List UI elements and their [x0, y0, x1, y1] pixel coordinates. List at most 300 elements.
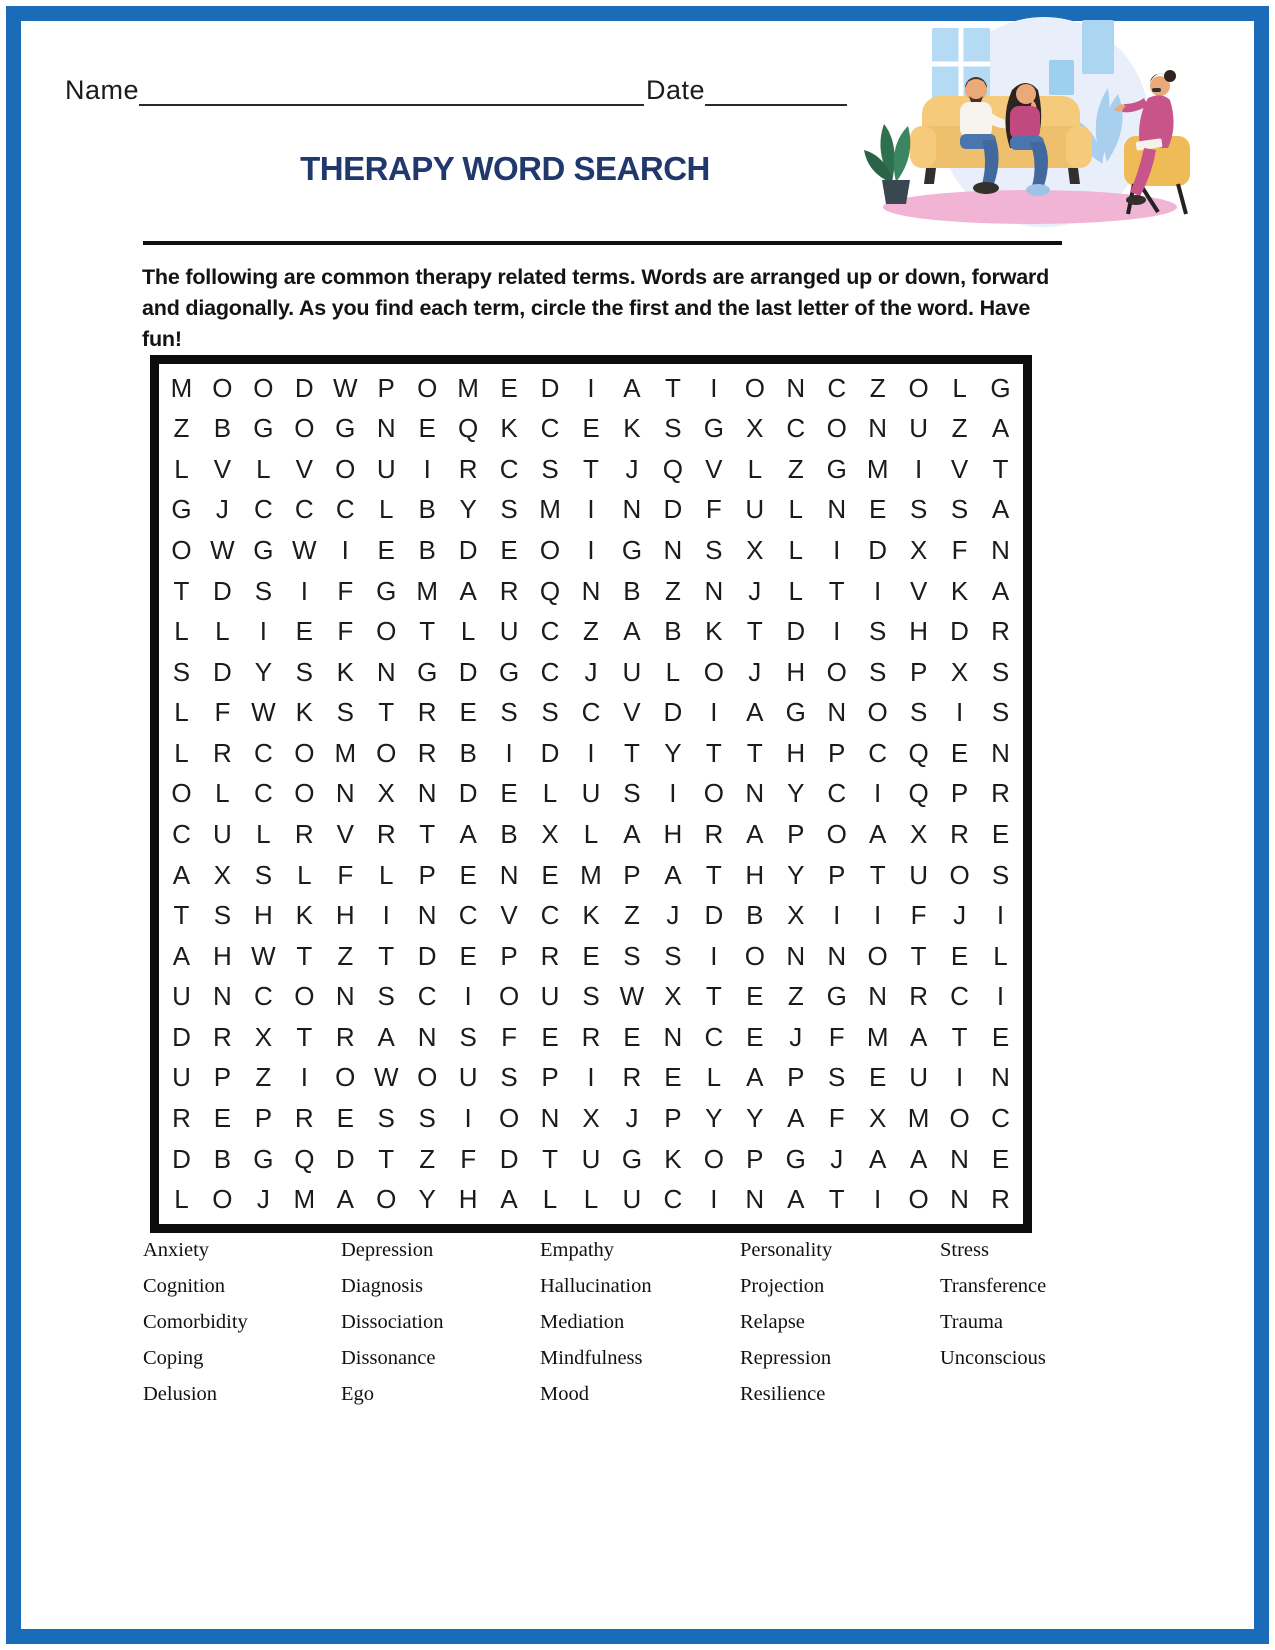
- grid-letter: C: [663, 1184, 683, 1215]
- grid-letter: N: [991, 535, 1010, 566]
- word-list-column: [540, 1232, 740, 1412]
- grid-letter: A: [172, 859, 191, 890]
- grid-letter: W: [251, 940, 276, 971]
- grid-letter: B: [664, 616, 682, 647]
- grid-letter: V: [295, 453, 313, 484]
- grid-letter: N: [745, 778, 765, 809]
- name-date-row: [65, 74, 847, 106]
- grid-letter: H: [253, 900, 273, 931]
- grid-letter: S: [664, 940, 682, 971]
- grid-letter: N: [704, 575, 724, 606]
- word-list-column: [940, 1232, 1150, 1412]
- grid-letter: R: [335, 1021, 355, 1052]
- grid-letter: I: [587, 494, 595, 525]
- grid-letter: C: [868, 737, 888, 768]
- grid-letter: U: [581, 778, 601, 809]
- grid-letter: I: [587, 535, 595, 566]
- grid-letter: C: [991, 1103, 1010, 1134]
- grid-letter: S: [254, 575, 273, 606]
- grid-letter: X: [787, 900, 805, 931]
- grid-letter: K: [500, 413, 518, 444]
- grid-letter: C: [172, 819, 191, 850]
- grid-letter: U: [213, 819, 232, 850]
- grid-letter: I: [710, 697, 718, 728]
- grid-letter: O: [171, 778, 192, 809]
- date-label: Date: [645, 75, 705, 105]
- grid-letter: Y: [787, 859, 805, 890]
- grid-letter: R: [950, 819, 969, 850]
- grid-letter: T: [542, 1143, 558, 1174]
- grid-letter: G: [253, 413, 274, 444]
- grid-letter: I: [464, 981, 472, 1012]
- grid-letter: A: [623, 819, 641, 850]
- grid-letter: X: [909, 535, 928, 566]
- word-list-item: Depression: [341, 1239, 434, 1261]
- grid-letter: L: [174, 453, 189, 484]
- grid-letter: N: [622, 494, 642, 525]
- grid-letter: N: [581, 575, 601, 606]
- word-list-item: Cognition: [143, 1275, 226, 1297]
- grid-letter: S: [418, 1103, 436, 1134]
- grid-letter: L: [174, 616, 189, 647]
- grid-letter: G: [376, 575, 397, 606]
- grid-letter: M: [539, 494, 561, 525]
- grid-letter: J: [625, 1103, 639, 1134]
- grid-letter: A: [500, 1184, 518, 1215]
- grid-letter: S: [909, 697, 928, 728]
- grid-letter: F: [337, 859, 354, 890]
- grid-letter: Z: [869, 372, 886, 403]
- grid-letter: O: [498, 981, 520, 1012]
- grid-letter: O: [253, 372, 274, 403]
- grid-letter: X: [746, 535, 764, 566]
- grid-letter: C: [786, 413, 806, 444]
- grid-letter: Z: [583, 616, 599, 647]
- grid-letter: E: [746, 1021, 764, 1052]
- grid-letter: D: [417, 940, 437, 971]
- grid-letter: R: [991, 778, 1010, 809]
- grid-letter: C: [540, 656, 560, 687]
- grid-letter: W: [619, 981, 645, 1012]
- grid-letter: E: [500, 778, 518, 809]
- word-list-item: Stress: [940, 1239, 989, 1261]
- grid-letter: N: [991, 737, 1010, 768]
- word-list-item: Mindfulness: [540, 1347, 643, 1369]
- grid-letter: H: [786, 737, 806, 768]
- word-list-item: Relapse: [740, 1311, 805, 1333]
- grid-letter: L: [174, 737, 189, 768]
- grid-letter: E: [950, 940, 969, 971]
- grid-letter: P: [909, 656, 928, 687]
- grid-letter: U: [622, 656, 642, 687]
- grid-letter: C: [335, 494, 355, 525]
- grid-letter: O: [335, 453, 356, 484]
- word-list-item: Coping: [143, 1347, 204, 1369]
- grid-letter: H: [909, 616, 928, 647]
- grid-letter: O: [703, 1143, 724, 1174]
- grid-letter: B: [213, 413, 232, 444]
- grid-letter: Z: [951, 413, 968, 444]
- grid-letter: E: [336, 1103, 354, 1134]
- grid-letter: A: [664, 859, 682, 890]
- grid-letter: T: [705, 859, 722, 890]
- grid-letter: A: [991, 494, 1010, 525]
- grid-letter: N: [663, 1021, 683, 1052]
- grid-letter: U: [376, 453, 396, 484]
- grid-letter: I: [710, 1184, 718, 1215]
- grid-letter: A: [868, 819, 887, 850]
- grid-letter: T: [378, 940, 395, 971]
- word-list-item: Dissonance: [341, 1347, 436, 1369]
- grid-letter: O: [498, 1103, 520, 1134]
- grid-letter: M: [170, 372, 193, 403]
- grid-letter: U: [745, 494, 765, 525]
- grid-letter: I: [382, 900, 390, 931]
- grid-letter: S: [172, 656, 191, 687]
- grid-letter: J: [625, 453, 639, 484]
- grid-letter: E: [213, 1103, 232, 1134]
- grid-letter: Y: [418, 1184, 436, 1215]
- grid-letter: P: [787, 1062, 805, 1093]
- grid-letter: S: [991, 697, 1010, 728]
- grid-letter: D: [868, 535, 888, 566]
- grid-letter: P: [377, 372, 395, 403]
- grid-letter: W: [333, 372, 358, 403]
- grid-letter: E: [582, 413, 600, 444]
- grid-letter: J: [830, 1143, 844, 1174]
- grid-letter: E: [991, 1021, 1010, 1052]
- grid-letter: S: [377, 1103, 395, 1134]
- grid-letter: G: [826, 453, 847, 484]
- word-list-item: Dissociation: [341, 1311, 444, 1333]
- grid-letter: E: [459, 697, 477, 728]
- grid-letter: B: [500, 819, 518, 850]
- grid-letter: E: [582, 940, 600, 971]
- grid-letter: K: [582, 900, 600, 931]
- grid-letter: T: [869, 859, 886, 890]
- grid-letter: N: [213, 981, 232, 1012]
- grid-letter: I: [874, 900, 882, 931]
- grid-letter: D: [172, 1021, 191, 1052]
- grid-letter: D: [335, 1143, 355, 1174]
- grid-letter: G: [335, 413, 356, 444]
- grid-letter: N: [335, 778, 355, 809]
- grid-letter: I: [710, 372, 718, 403]
- grid-letter: O: [335, 1062, 356, 1093]
- grid-letter: S: [828, 1062, 846, 1093]
- word-list-item: Mediation: [540, 1311, 625, 1333]
- grid-letter: G: [990, 372, 1011, 403]
- grid-letter: S: [336, 697, 354, 728]
- grid-letter: O: [294, 778, 315, 809]
- word-list-item: Empathy: [540, 1239, 615, 1261]
- grid-letter: E: [459, 859, 477, 890]
- grid-letter: H: [663, 819, 683, 850]
- grid-letter: E: [991, 1143, 1010, 1174]
- grid-letter: I: [874, 1184, 882, 1215]
- grid-letter: S: [868, 656, 887, 687]
- grid-letter: N: [663, 535, 683, 566]
- grid-letter: U: [172, 981, 191, 1012]
- grid-letter: X: [664, 981, 682, 1012]
- date-blank-line: [705, 74, 847, 106]
- name-blank-line: [139, 74, 644, 106]
- grid-letter: L: [256, 453, 271, 484]
- grid-letter: E: [500, 535, 518, 566]
- grid-letter: L: [952, 372, 967, 403]
- word-list-item: Comorbidity: [143, 1311, 248, 1333]
- grid-letter: J: [666, 900, 680, 931]
- grid-letter: V: [950, 453, 969, 484]
- grid-letter: Y: [664, 737, 682, 768]
- grid-letter: R: [172, 1103, 191, 1134]
- grid-letter: V: [909, 575, 928, 606]
- grid-letter: O: [826, 656, 847, 687]
- grid-letter: I: [505, 737, 513, 768]
- grid-letter: C: [950, 981, 969, 1012]
- grid-letter: P: [623, 859, 641, 890]
- word-list-item: Ego: [341, 1383, 375, 1405]
- grid-letter: C: [581, 697, 601, 728]
- word-list-item: Mood: [540, 1383, 589, 1405]
- grid-letter: S: [254, 859, 273, 890]
- grid-letter: S: [950, 494, 969, 525]
- grid-letter: Z: [255, 1062, 272, 1093]
- grid-letter: A: [746, 697, 764, 728]
- grid-letter: I: [833, 900, 841, 931]
- grid-letter: P: [500, 940, 518, 971]
- grid-letter: O: [949, 1103, 970, 1134]
- word-list: [143, 1232, 1153, 1412]
- grid-letter: G: [826, 981, 847, 1012]
- grid-letter: E: [541, 1021, 559, 1052]
- grid-letter: K: [295, 900, 313, 931]
- grid-letter: I: [259, 616, 267, 647]
- grid-letter: C: [540, 413, 560, 444]
- grid-letter: C: [704, 1021, 724, 1052]
- grid-letter: O: [376, 616, 397, 647]
- grid-letter: E: [459, 940, 477, 971]
- grid-letter: D: [663, 697, 683, 728]
- grid-letter: T: [378, 697, 395, 728]
- grid-letter: X: [254, 1021, 273, 1052]
- grid-letter: D: [499, 1143, 519, 1174]
- grid-letter: A: [746, 1062, 764, 1093]
- grid-letter: Y: [746, 1103, 764, 1134]
- grid-letter: O: [376, 1184, 397, 1215]
- grid-letter: L: [788, 494, 803, 525]
- grid-letter: P: [746, 1143, 764, 1174]
- grid-letter: O: [539, 535, 561, 566]
- grid-letter: I: [996, 981, 1005, 1012]
- grid-letter: T: [419, 616, 436, 647]
- grid-letter: I: [300, 575, 308, 606]
- grid-letter: T: [828, 1184, 845, 1215]
- grid-letter: N: [376, 413, 396, 444]
- grid-letter: S: [541, 453, 559, 484]
- grid-letter: H: [786, 656, 806, 687]
- grid-letter: T: [746, 737, 763, 768]
- grid-letter: U: [458, 1062, 478, 1093]
- grid-letter: T: [173, 575, 190, 606]
- grid-letter: C: [253, 778, 273, 809]
- grid-letter: Q: [908, 737, 929, 768]
- grid-letter: O: [294, 413, 315, 444]
- grid-letter: A: [868, 1143, 887, 1174]
- word-list-item: Transference: [940, 1275, 1047, 1297]
- grid-letter: I: [423, 453, 431, 484]
- grid-letter: K: [664, 1143, 682, 1174]
- grid-letter: N: [827, 940, 847, 971]
- grid-letter: F: [910, 900, 927, 931]
- grid-letter: W: [251, 697, 276, 728]
- grid-letter: D: [663, 494, 683, 525]
- grid-letter: D: [172, 1143, 191, 1174]
- word-list-item: Delusion: [143, 1383, 218, 1405]
- grid-letter: L: [788, 575, 803, 606]
- grid-letter: E: [950, 737, 969, 768]
- instructions-text: The following are common therapy related terms. Words are arranged up or down, forward and diagonally. As you find each term, circle the first and the last letter of the word. Have fun!: [142, 265, 1050, 352]
- grid-letter: G: [621, 1143, 643, 1174]
- grid-letter: P: [787, 819, 805, 850]
- grid-letter: D: [458, 535, 478, 566]
- grid-letter: Y: [787, 778, 805, 809]
- grid-letter: O: [826, 819, 847, 850]
- grid-letter: P: [664, 1103, 682, 1134]
- grid-letter: X: [377, 778, 395, 809]
- grid-letter: E: [295, 616, 313, 647]
- grid-letter: F: [828, 1103, 845, 1134]
- grid-letter: S: [623, 940, 641, 971]
- grid-letter: N: [786, 372, 806, 403]
- grid-letter: V: [213, 453, 232, 484]
- grid-letter: X: [541, 819, 559, 850]
- grid-letter: O: [867, 697, 888, 728]
- grid-letter: C: [294, 494, 314, 525]
- grid-letter: T: [705, 981, 722, 1012]
- grid-letter: V: [336, 819, 354, 850]
- grid-letter: N: [417, 900, 437, 931]
- grid-letter: N: [868, 981, 888, 1012]
- grid-letter: R: [417, 697, 437, 728]
- grid-letter: E: [868, 1062, 887, 1093]
- grid-letter: W: [210, 535, 235, 566]
- grid-letter: O: [703, 656, 724, 687]
- grid-letter: R: [581, 1021, 601, 1052]
- letter-grid: [150, 355, 1032, 1233]
- grid-letter: D: [950, 616, 969, 647]
- grid-letter: I: [464, 1103, 472, 1134]
- grid-letter: N: [417, 778, 437, 809]
- grid-letter: I: [915, 453, 923, 484]
- grid-letter: O: [908, 1184, 929, 1215]
- grid-letter: N: [827, 494, 847, 525]
- grid-letter: S: [500, 697, 518, 728]
- grid-letter: C: [253, 737, 273, 768]
- grid-letter: J: [584, 656, 598, 687]
- word-list-item: Trauma: [940, 1311, 1004, 1333]
- grid-letter: R: [991, 616, 1010, 647]
- grid-letter: E: [623, 1021, 641, 1052]
- grid-letter: F: [951, 535, 968, 566]
- grid-letter: G: [253, 1143, 274, 1174]
- grid-letter: U: [909, 859, 928, 890]
- grid-letter: N: [950, 1184, 969, 1215]
- grid-letter: G: [171, 494, 192, 525]
- grid-letter: K: [295, 697, 313, 728]
- grid-letter: L: [174, 1184, 189, 1215]
- page-title: THERAPY WORD SEARCH: [300, 150, 710, 187]
- grid-letter: M: [293, 1184, 316, 1215]
- grid-letter: S: [909, 494, 928, 525]
- grid-letter: Q: [662, 453, 684, 484]
- grid-letter: T: [664, 372, 681, 403]
- grid-letter: V: [623, 697, 641, 728]
- grid-letter: D: [704, 900, 724, 931]
- grid-letter: Z: [337, 940, 354, 971]
- grid-letter: E: [868, 494, 887, 525]
- grid-letter: I: [874, 575, 882, 606]
- grid-letter: T: [746, 616, 763, 647]
- grid-letter: N: [335, 981, 355, 1012]
- grid-letter: P: [828, 737, 846, 768]
- grid-letter: D: [458, 656, 478, 687]
- grid-letter: M: [907, 1103, 930, 1134]
- grid-letter: X: [909, 819, 928, 850]
- grid-letter: N: [499, 859, 519, 890]
- therapy-session-illustration: [852, 10, 1220, 232]
- grid-letter: E: [500, 372, 518, 403]
- grid-letter: R: [622, 1062, 642, 1093]
- grid-letter: B: [418, 494, 436, 525]
- grid-letter: F: [460, 1143, 477, 1174]
- grid-letter: K: [336, 656, 354, 687]
- grid-letter: I: [874, 778, 882, 809]
- grid-letter: P: [213, 1062, 232, 1093]
- word-list-item: Personality: [740, 1239, 833, 1261]
- word-list-item: Anxiety: [143, 1239, 210, 1261]
- grid-letter: M: [866, 453, 889, 484]
- grid-letter: U: [172, 1062, 191, 1093]
- grid-letter: Q: [908, 778, 929, 809]
- grid-letter: R: [213, 737, 232, 768]
- grid-letter: Q: [294, 1143, 315, 1174]
- grid-letter: X: [213, 859, 232, 890]
- grid-letter: K: [623, 413, 641, 444]
- grid-letter: A: [459, 819, 477, 850]
- grid-letter: N: [376, 656, 396, 687]
- word-list-item: Projection: [740, 1275, 825, 1297]
- grid-letter: R: [213, 1021, 232, 1052]
- grid-letter: O: [703, 778, 724, 809]
- grid-letter: S: [500, 494, 518, 525]
- grid-letter: L: [215, 778, 230, 809]
- grid-letter: L: [297, 859, 312, 890]
- grid-letter: J: [215, 494, 229, 525]
- grid-letter: C: [540, 616, 560, 647]
- grid-letter: S: [868, 616, 887, 647]
- grid-letter: T: [419, 819, 436, 850]
- grid-letter: G: [785, 1143, 806, 1174]
- grid-letter: T: [705, 737, 722, 768]
- grid-letter: W: [292, 535, 317, 566]
- grid-letter: O: [171, 535, 192, 566]
- grid-letter: G: [621, 535, 643, 566]
- grid-letter: I: [996, 900, 1005, 931]
- grid-letter: L: [788, 535, 803, 566]
- grid-letter: L: [174, 697, 189, 728]
- grid-letter: S: [991, 656, 1010, 687]
